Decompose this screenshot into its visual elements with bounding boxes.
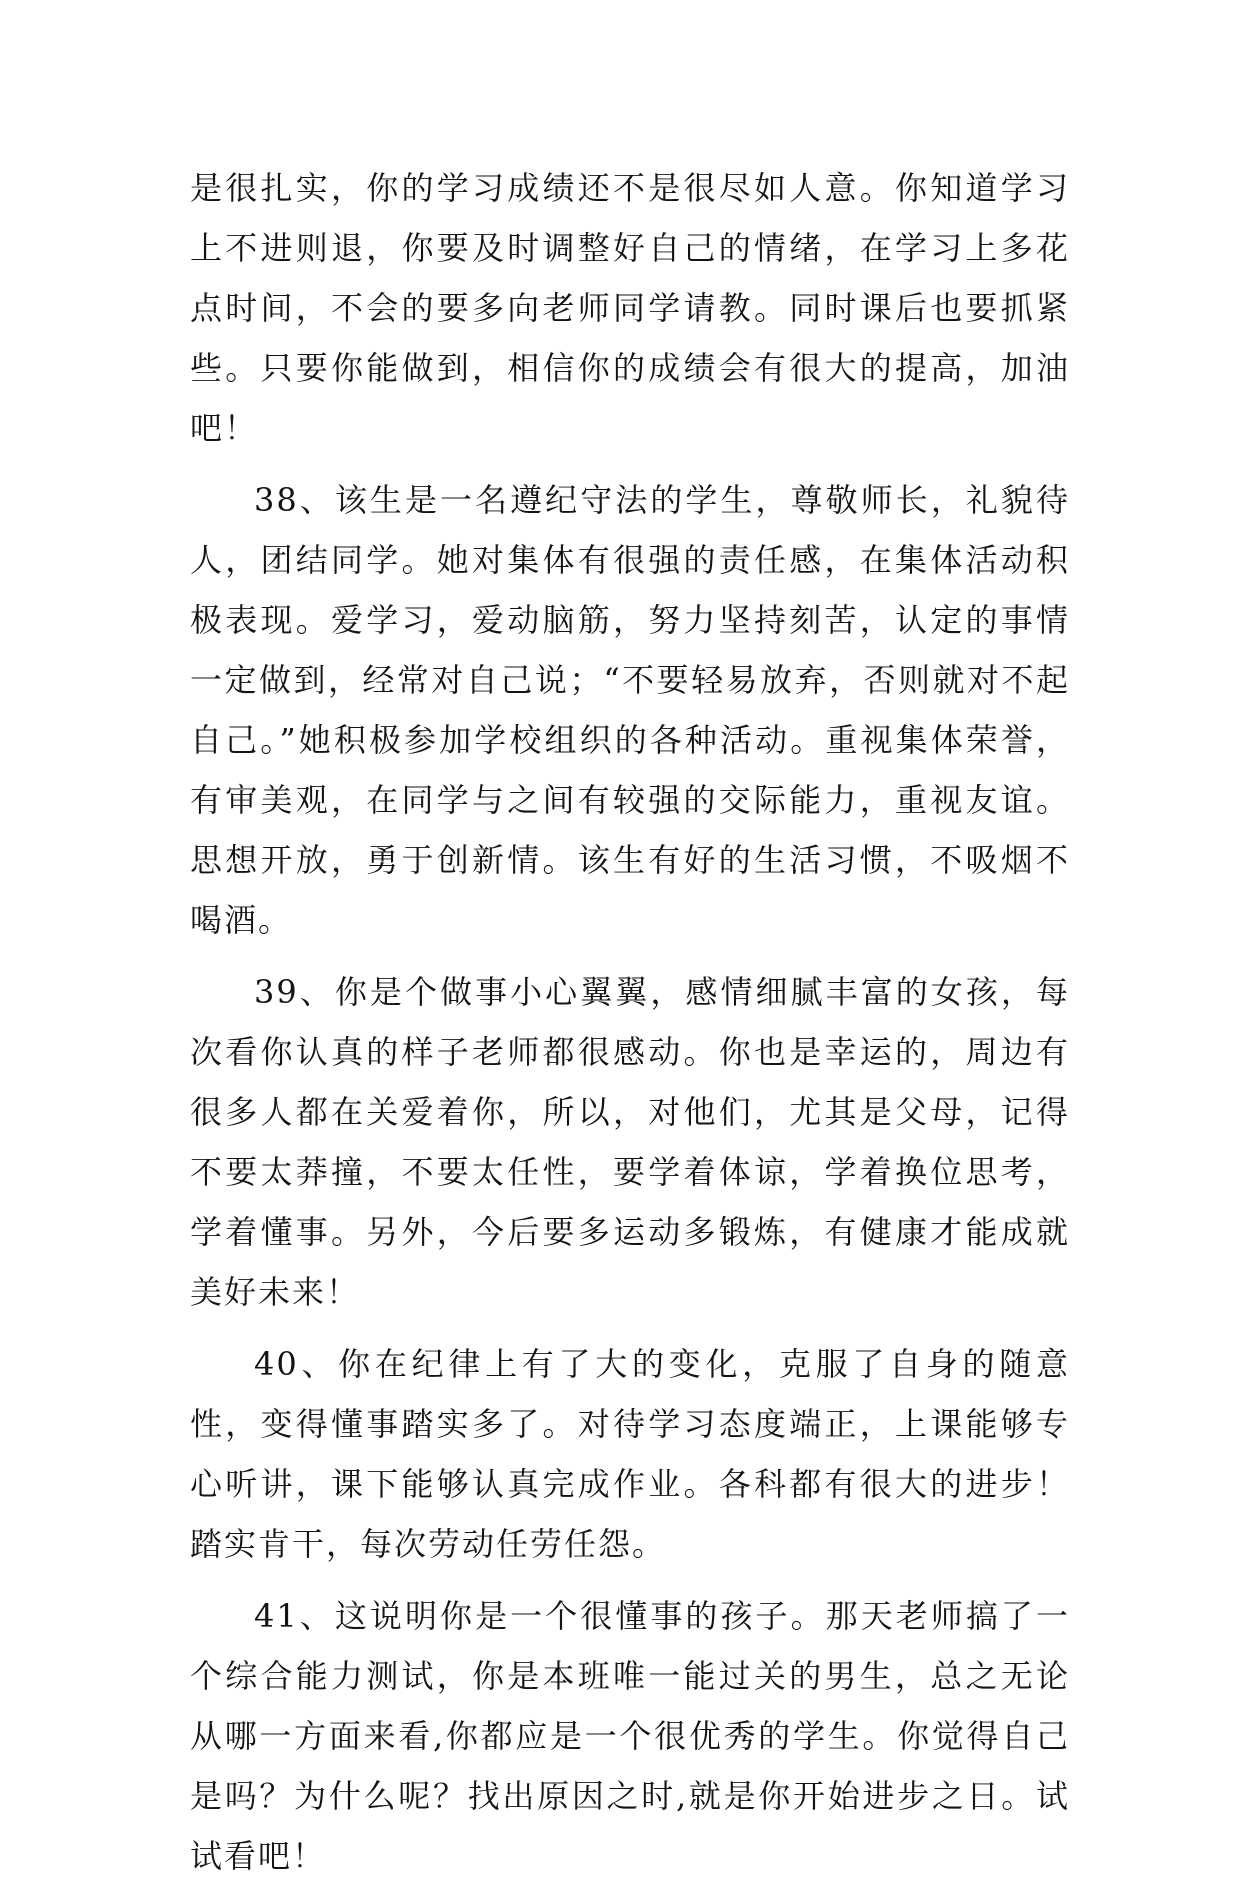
paragraph-38: 38、该生是一名遵纪守法的学生，尊敬师长，礼貌待人，团结同学。她对集体有很强的责任感，在集体活动积极表现。爱学习，爱动脑筋，努力坚持刻苦，认定的事情一定做到，经常对自己说；“不要轻易放弃，否则就对不起自己。”她积极参加学校组织的各种活动。重视集体荣誉，有审美观，在同学与之间有较强的交际能力，重视友谊。思想开放，勇于创新情。该生有好的生活习惯，不吸烟不喝酒。 (190, 481, 1070, 939)
paragraph-39: 39、你是个做事小心翼翼，感情细腻丰富的女孩，每次看你认真的样子老师都很感动。你也是幸运的，周边有很多人都在关爱着你，所以，对他们，尤其是父母，记得不要太莽撞，不要太任性，要学着体谅，学着换位思考，学着懂事。另外，今后要多运动多锻炼，有健康才能成就美好未来！ (190, 973, 1070, 1311)
document-body (190, 158, 1070, 1898)
paragraph-41: 41、这说明你是一个很懂事的孩子。那天老师搞了一个综合能力测试，你是本班唯一能过关的男生，总之无论从哪一方面来看,你都应是一个很优秀的学生。你觉得自己是吗？为什么呢？找出原因之时,就是你开始进步之日。试试看吧！ (190, 1597, 1070, 1875)
paragraph-continuation: 是很扎实，你的学习成绩还不是很尽如人意。你知道学习上不进则退，你要及时调整好自己的情绪，在学习上多花点时间，不会的要多向老师同学请教。同时课后也要抓紧些。只要你能做到，相信你的成绩会有很大的提高，加油吧！ (190, 169, 1070, 447)
paragraph-40: 40、你在纪律上有了大的变化，克服了自身的随意性，变得懂事踏实多了。对待学习态度端正，上课能够专心听讲，课下能够认真完成作业。各科都有很大的进步！踏实肯干，每次劳动任劳任怨。 (190, 1345, 1070, 1563)
